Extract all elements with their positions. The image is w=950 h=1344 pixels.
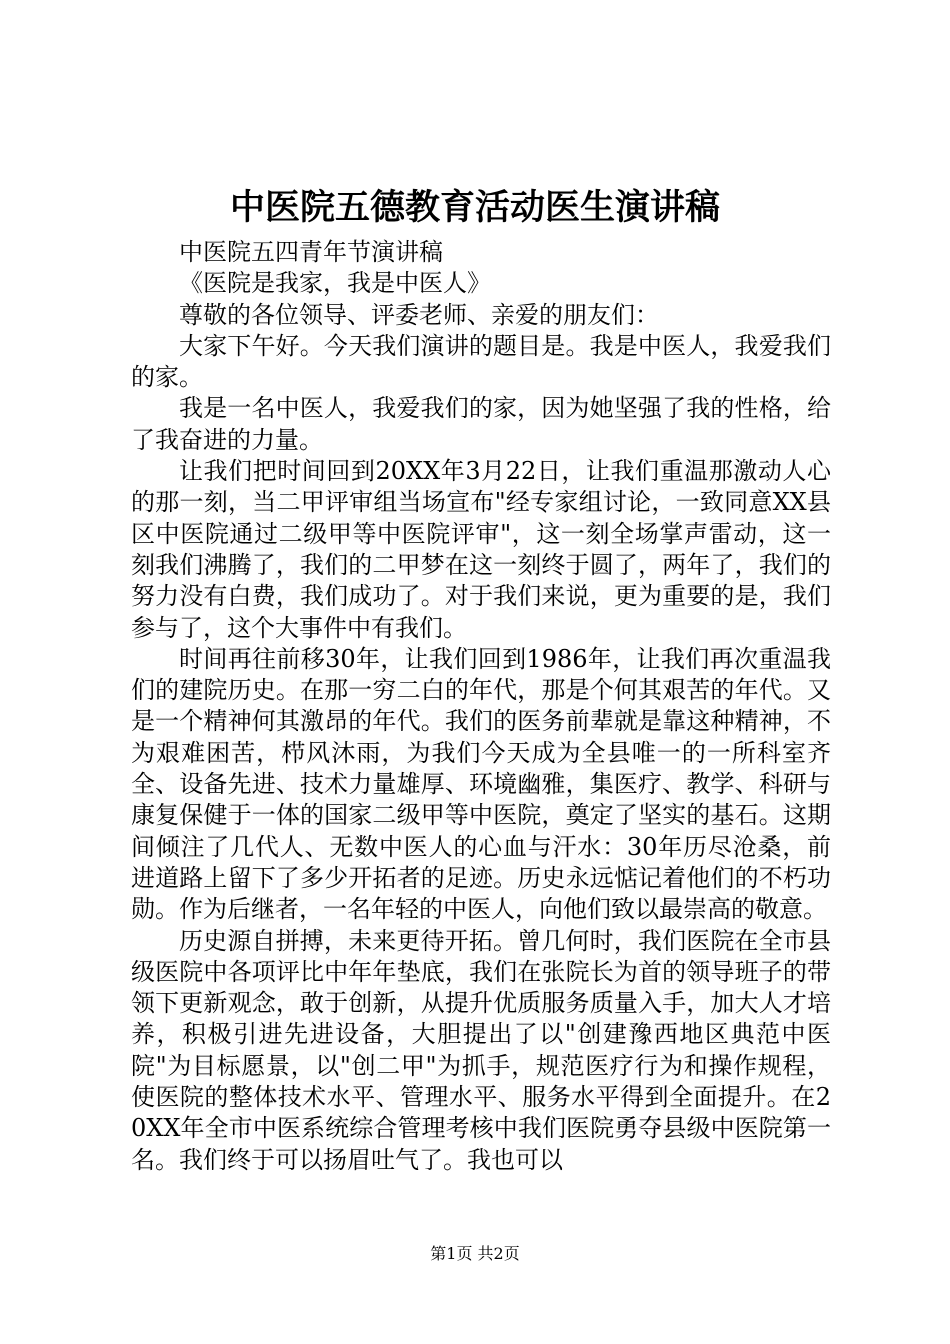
paragraph-development: 历史源自拼搏，未来更待开拓。曾几何时，我们医院在全市县级医院中各项评比中年年垫底，我们在张院长为首的领导班子的带领下更新观念，敢于创新，从提升优质服务质量入手，加大人才培养，积极引进先进设备，大胆提出了以"创建豫西地区典范中医院"为目标愿景，以"创二甲"为抓手，规范医疗行为和操作规程，使医院的整体技术水平、管理水平、服务水平得到全面提升。在20XX年全市中医系统综合管理考核中我们医院勇夺县级中医院第一名。我们终于可以扬眉吐气了。我也可以 <box>131 926 831 1174</box>
paragraph-greeting: 大家下午好。今天我们演讲的题目是。我是中医人，我爱我们的家。 <box>131 331 831 392</box>
document-body <box>131 237 831 1176</box>
paragraph-intro: 我是一名中医人，我爱我们的家，因为她坚强了我的性格，给了我奋进的力量。 <box>131 394 831 454</box>
paragraph-speech-title: 《医院是我家，我是中医人》 <box>179 269 491 298</box>
paragraph-evaluation: 让我们把时间回到20XX年3月22日，让我们重温那激动人心的那一刻，当二甲评审组当场宣布"经专家组讨论，一致同意XX县区中医院通过二级甲等中医院评审"，这一刻全场掌声雷动，这一刻我们沸腾了，我们的二甲梦在这一刻终于圆了，两年了，我们的努力没有白费，我们成功了。对于我们来说，更为重要的是，我们参与了，这个大事件中有我们。 <box>131 457 831 642</box>
page-number-footer: 第1页 共2页 <box>430 1244 520 1263</box>
paragraph-subtitle: 中医院五四青年节演讲稿 <box>179 238 443 266</box>
document-title: 中医院五德教育活动医生演讲稿 <box>229 187 720 228</box>
paragraph-salutation: 尊敬的各位领导、评委老师、亲爱的朋友们： <box>179 300 659 329</box>
paragraph-history: 时间再往前移30年，让我们回到1986年，让我们再次重温我们的建院历史。在那一穷二白的年代，那是个何其艰苦的年代。又是一个精神何其激昂的年代。我们的医务前辈就是靠这种精神，不为艰难困苦，栉风沐雨，为我们今天成为全县唯一的一所科室齐全、设备先进、技术力量雄厚、环境幽雅，集医疗、教学、科研与康复保健于一体的国家二级甲等中医院，奠定了坚实的基石。这期间倾注了几代人、无数中医人的心血与汗水：30年历尽沧桑，前进道路上留下了多少开拓者的足迹。历史永远惦记着他们的不朽功勋。作为后继者，一名年轻的中医人，向他们致以最崇高的敬意。 <box>131 644 831 924</box>
